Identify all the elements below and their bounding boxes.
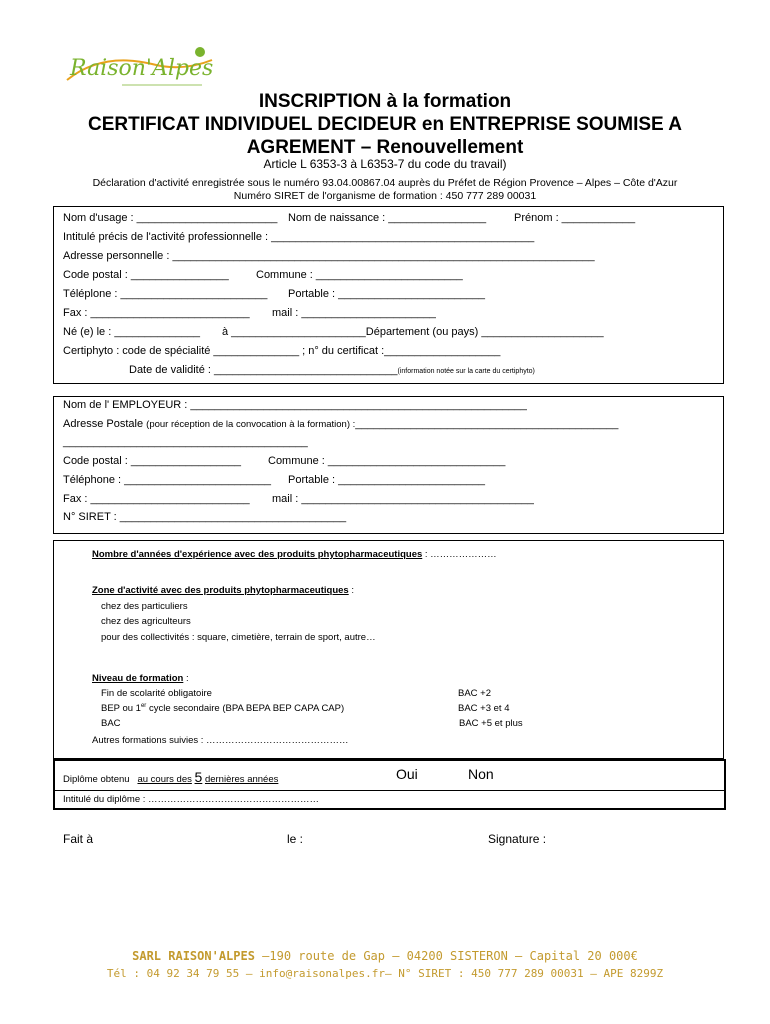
employeur-code-postal-field[interactable]: Code postal : __________________ xyxy=(63,455,241,467)
article-reference: Article L 6353-3 à L6353-7 du code du travail) xyxy=(263,157,507,171)
telephone-field[interactable]: Téléplone : ________________________ xyxy=(63,288,268,300)
niveau-option-bac3-4[interactable]: BAC +3 et 4 xyxy=(458,703,510,714)
activite-field[interactable]: Intitulé précis de l'activité professionnelle : ___________________________________________ xyxy=(63,231,535,243)
niveau-option-bac[interactable]: BAC xyxy=(101,718,121,729)
code-postal-field[interactable]: Code postal : ________________ xyxy=(63,269,229,281)
siret-organisme: Numéro SIRET de l'organisme de formation : 450 777 289 00031 xyxy=(233,190,537,202)
signature-field[interactable]: Signature : xyxy=(488,832,547,846)
declaration-text: Déclaration d'activité enregistrée sous le numéro 93.04.00867.04 auprès du Préfet de Région Provence – Alpes – Côte d'Azur xyxy=(92,177,678,189)
logo-text: Raison'Alpes xyxy=(70,56,214,81)
zone-option-particuliers[interactable]: chez des particuliers xyxy=(101,601,188,612)
niveau-option-fin-scolarite[interactable]: Fin de scolarité obligatoire xyxy=(101,688,212,699)
title-line-1: INSCRIPTION à la formation xyxy=(258,91,512,112)
date-signature-field[interactable]: le : xyxy=(287,832,304,846)
mail-field[interactable]: mail : ______________________ xyxy=(272,307,436,319)
oui-option[interactable]: Oui xyxy=(396,766,418,782)
experience-box xyxy=(53,540,724,759)
niveau-formation-heading: Niveau de formation : xyxy=(92,673,189,684)
nom-usage-field[interactable]: Nom d'usage : _______________________ xyxy=(63,212,278,224)
adresse-note: (pour réception de la convocation à la formation) : xyxy=(146,419,356,430)
fait-a-field[interactable]: Fait à xyxy=(63,832,94,846)
title-line-2: CERTIFICAT INDIVIDUEL DECIDEUR en ENTREPRISE SOUMISE A xyxy=(88,114,682,135)
employeur-adresse-line2[interactable]: ________________________________________ xyxy=(63,436,308,448)
autres-formations-field[interactable]: Autres formations suivies : ……………………………………… xyxy=(92,735,349,746)
validite-note: (information notée sur la carte du certiphyto) xyxy=(397,368,535,375)
footer-company-line: SARL RAISON'ALPES –190 route de Gap – 04200 SISTERON – Capital 20 000€ xyxy=(132,949,638,963)
employeur-mail-field[interactable]: mail : ______________________________________ xyxy=(272,493,534,505)
portable-field[interactable]: Portable : ________________________ xyxy=(288,288,485,300)
intitule-diplome-field[interactable]: Intitulé du diplôme : ……………………………………………… xyxy=(63,794,320,805)
commune-field[interactable]: Commune : ________________________ xyxy=(256,269,463,281)
diplome-obtenu-label: Diplôme obtenu au cours des 5 dernières années xyxy=(63,769,279,785)
zone-option-collectivites[interactable]: pour des collectivités : square, cimetière, terrain de sport, autre… xyxy=(101,632,376,643)
lieu-naissance-field[interactable]: à ______________________Département (ou pays) ____________________ xyxy=(222,326,604,338)
zone-option-agriculteurs[interactable]: chez des agriculteurs xyxy=(101,616,191,627)
nom-naissance-field[interactable]: Nom de naissance : ________________ xyxy=(288,212,487,224)
prenom-field[interactable]: Prénom : ____________ xyxy=(514,212,636,224)
date-validite-field[interactable] xyxy=(129,364,535,376)
diplome-divider xyxy=(53,790,724,791)
annees-experience-label: Nombre d'années d'expérience avec des produits phytopharmaceutiques xyxy=(92,549,423,560)
fax-field[interactable]: Fax : __________________________ xyxy=(63,307,250,319)
adresse-label: Adresse Postale xyxy=(63,418,144,430)
annees-experience-field[interactable] xyxy=(92,549,497,560)
employeur-commune-field[interactable]: Commune : _____________________________ xyxy=(268,455,506,467)
title-line-3: AGREMENT – Renouvellement xyxy=(246,137,524,158)
employeur-portable-field[interactable]: Portable : ________________________ xyxy=(288,474,485,486)
employeur-telephone-field[interactable]: Téléphone : ________________________ xyxy=(63,474,271,486)
date-naissance-field[interactable]: Né (e) le : ______________ xyxy=(63,326,200,338)
certiphyto-field[interactable]: Certiphyto : code de spécialité ______________ ; n° du certificat :___________________ xyxy=(63,345,501,357)
adresse-blank: ___________________________________________ xyxy=(355,418,619,430)
raisonalpes-logo xyxy=(62,42,222,92)
footer-contact-line: Tél : 04 92 34 79 55 – info@raisonalpes.fr– N° SIRET : 450 777 289 00031 – APE 8299Z xyxy=(106,967,664,980)
non-option[interactable]: Non xyxy=(468,766,494,782)
employeur-siret-field[interactable]: N° SIRET : _____________________________________ xyxy=(63,511,347,523)
employeur-nom-field[interactable]: Nom de l' EMPLOYEUR : _______________________________________________________ xyxy=(63,399,527,411)
employeur-adresse-field[interactable] xyxy=(63,418,618,430)
zone-activite-heading: Zone d'activité avec des produits phytopharmaceutiques : xyxy=(92,585,354,596)
niveau-option-bac5[interactable]: BAC +5 et plus xyxy=(459,718,523,729)
annees-experience-dots: : ………………… xyxy=(422,549,497,560)
adresse-field[interactable]: Adresse personnelle : _____________________________________________________________________ xyxy=(63,250,595,262)
niveau-option-bep[interactable]: BEP ou 1er cycle secondaire (BPA BEPA BEP CAPA CAP) xyxy=(101,703,345,715)
employeur-fax-field[interactable]: Fax : __________________________ xyxy=(63,493,250,505)
date-validite-text: Date de validité : ______________________________ xyxy=(129,364,398,376)
niveau-option-bac2[interactable]: BAC +2 xyxy=(458,688,492,699)
